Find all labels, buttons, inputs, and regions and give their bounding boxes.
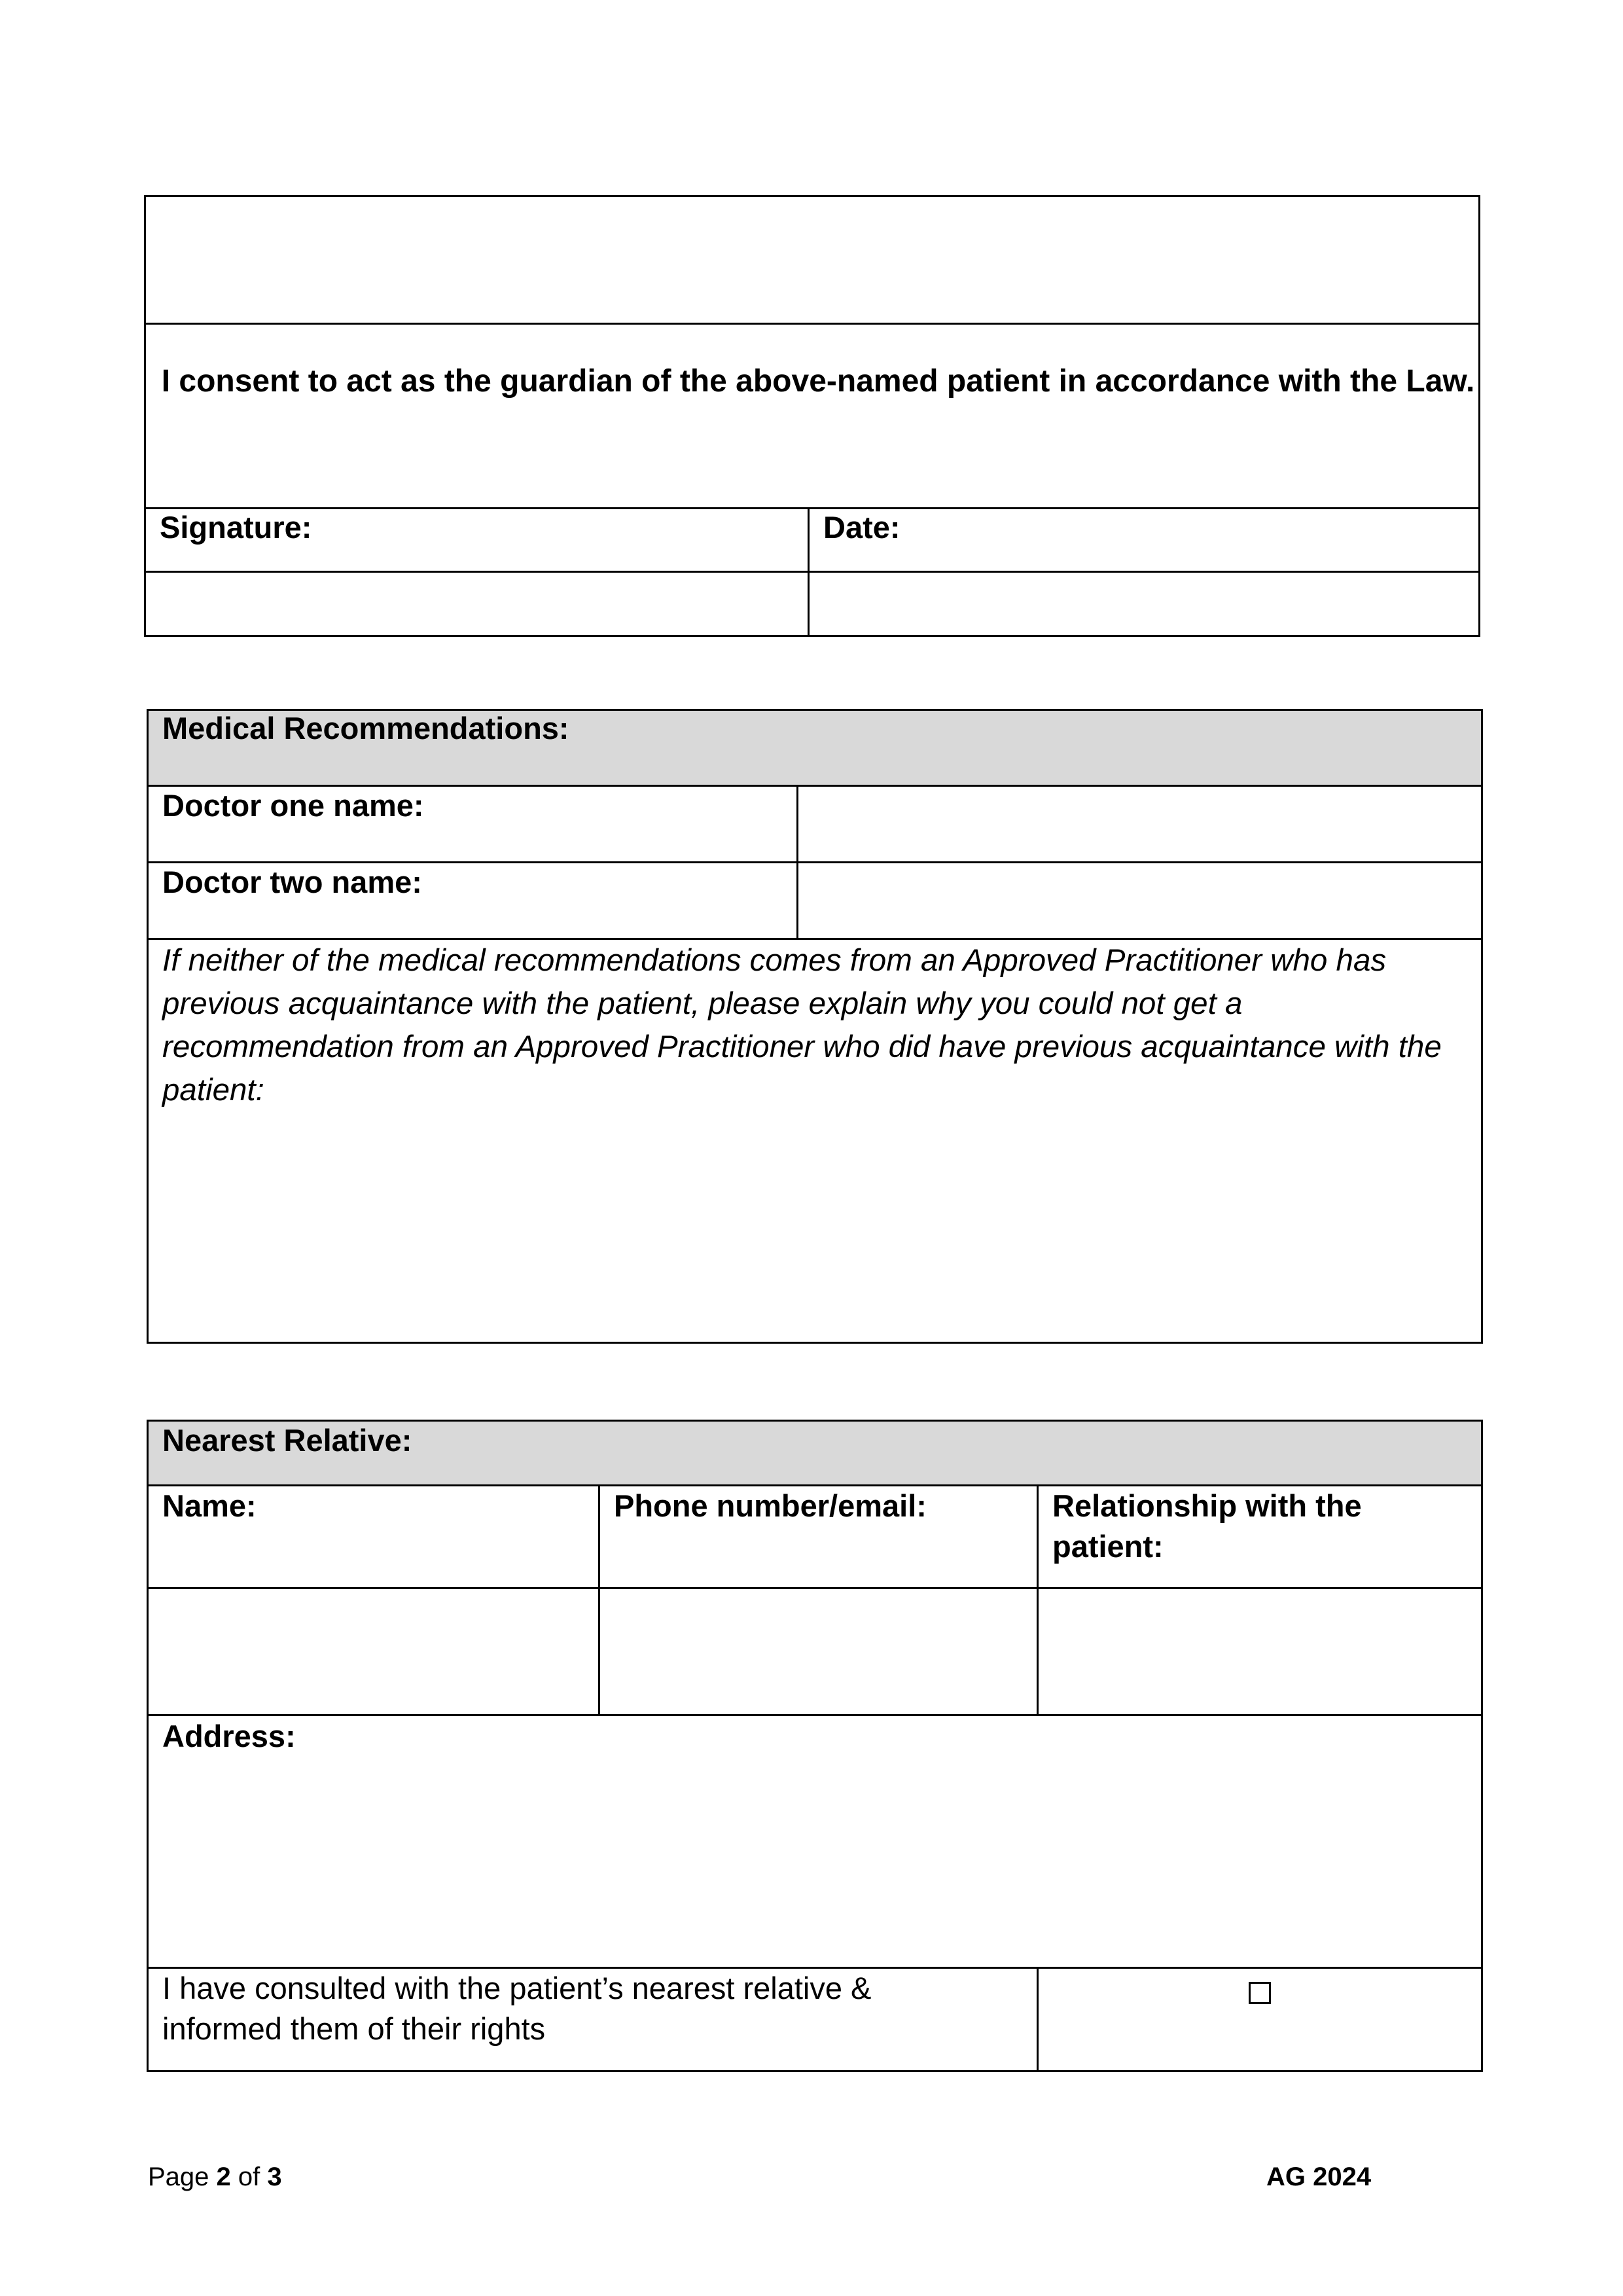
page-number xyxy=(148,2162,282,2192)
relative-address-field[interactable] xyxy=(149,1767,1481,1967)
signature-label: Signature: xyxy=(160,510,312,545)
relative-address-label: Address: xyxy=(162,1719,296,1753)
relative-relationship-label: Relationship with the patient: xyxy=(1052,1488,1362,1564)
acquaintance-explanation-field[interactable] xyxy=(149,1113,1481,1342)
row-divider xyxy=(144,323,1480,325)
consulted-statement: I have consulted with the patient’s nearest relative & informed them of their rights xyxy=(162,1971,872,2046)
date-field[interactable] xyxy=(810,573,1478,635)
relative-phone-label: Phone number/email: xyxy=(614,1488,927,1523)
page-current: 2 xyxy=(216,2162,231,2191)
relative-header: Nearest Relative: xyxy=(162,1423,412,1458)
page-prefix: Page xyxy=(148,2162,209,2191)
form-code: AG 2024 xyxy=(1266,2162,1372,2191)
date-label: Date: xyxy=(823,510,901,545)
doctor-two-label: Doctor two name: xyxy=(162,865,422,899)
page-total: 3 xyxy=(267,2162,282,2191)
doctor-one-label: Doctor one name: xyxy=(162,788,424,823)
consent-statement: I consent to act as the guardian of the above-named patient in accordance with the Law. xyxy=(161,364,1475,399)
acquaintance-explanation-prompt: If neither of the medical recommendations comes from an Approved Practitioner who has previous acquaintance with the patient, please explain why you could not get a recommendation from an Approved Practitioner who did have previous acquaintance with the patient: xyxy=(162,943,1442,1107)
guardian-name-field[interactable] xyxy=(146,197,1478,323)
doctor-one-field[interactable] xyxy=(798,787,1481,861)
medical-header: Medical Recommendations: xyxy=(162,711,569,745)
page-of: of xyxy=(238,2162,260,2191)
column-divider xyxy=(1037,1967,1039,2072)
relative-phone-field[interactable] xyxy=(600,1589,1037,1714)
relative-name-label: Name: xyxy=(162,1488,257,1523)
consulted-checkbox[interactable] xyxy=(1249,1982,1271,2004)
signature-field[interactable] xyxy=(146,573,808,635)
row-divider xyxy=(144,507,1480,509)
doctor-two-field[interactable] xyxy=(798,863,1481,938)
row-divider xyxy=(147,1714,1483,1716)
relative-relationship-field[interactable] xyxy=(1039,1589,1481,1714)
relative-name-field[interactable] xyxy=(149,1589,598,1714)
